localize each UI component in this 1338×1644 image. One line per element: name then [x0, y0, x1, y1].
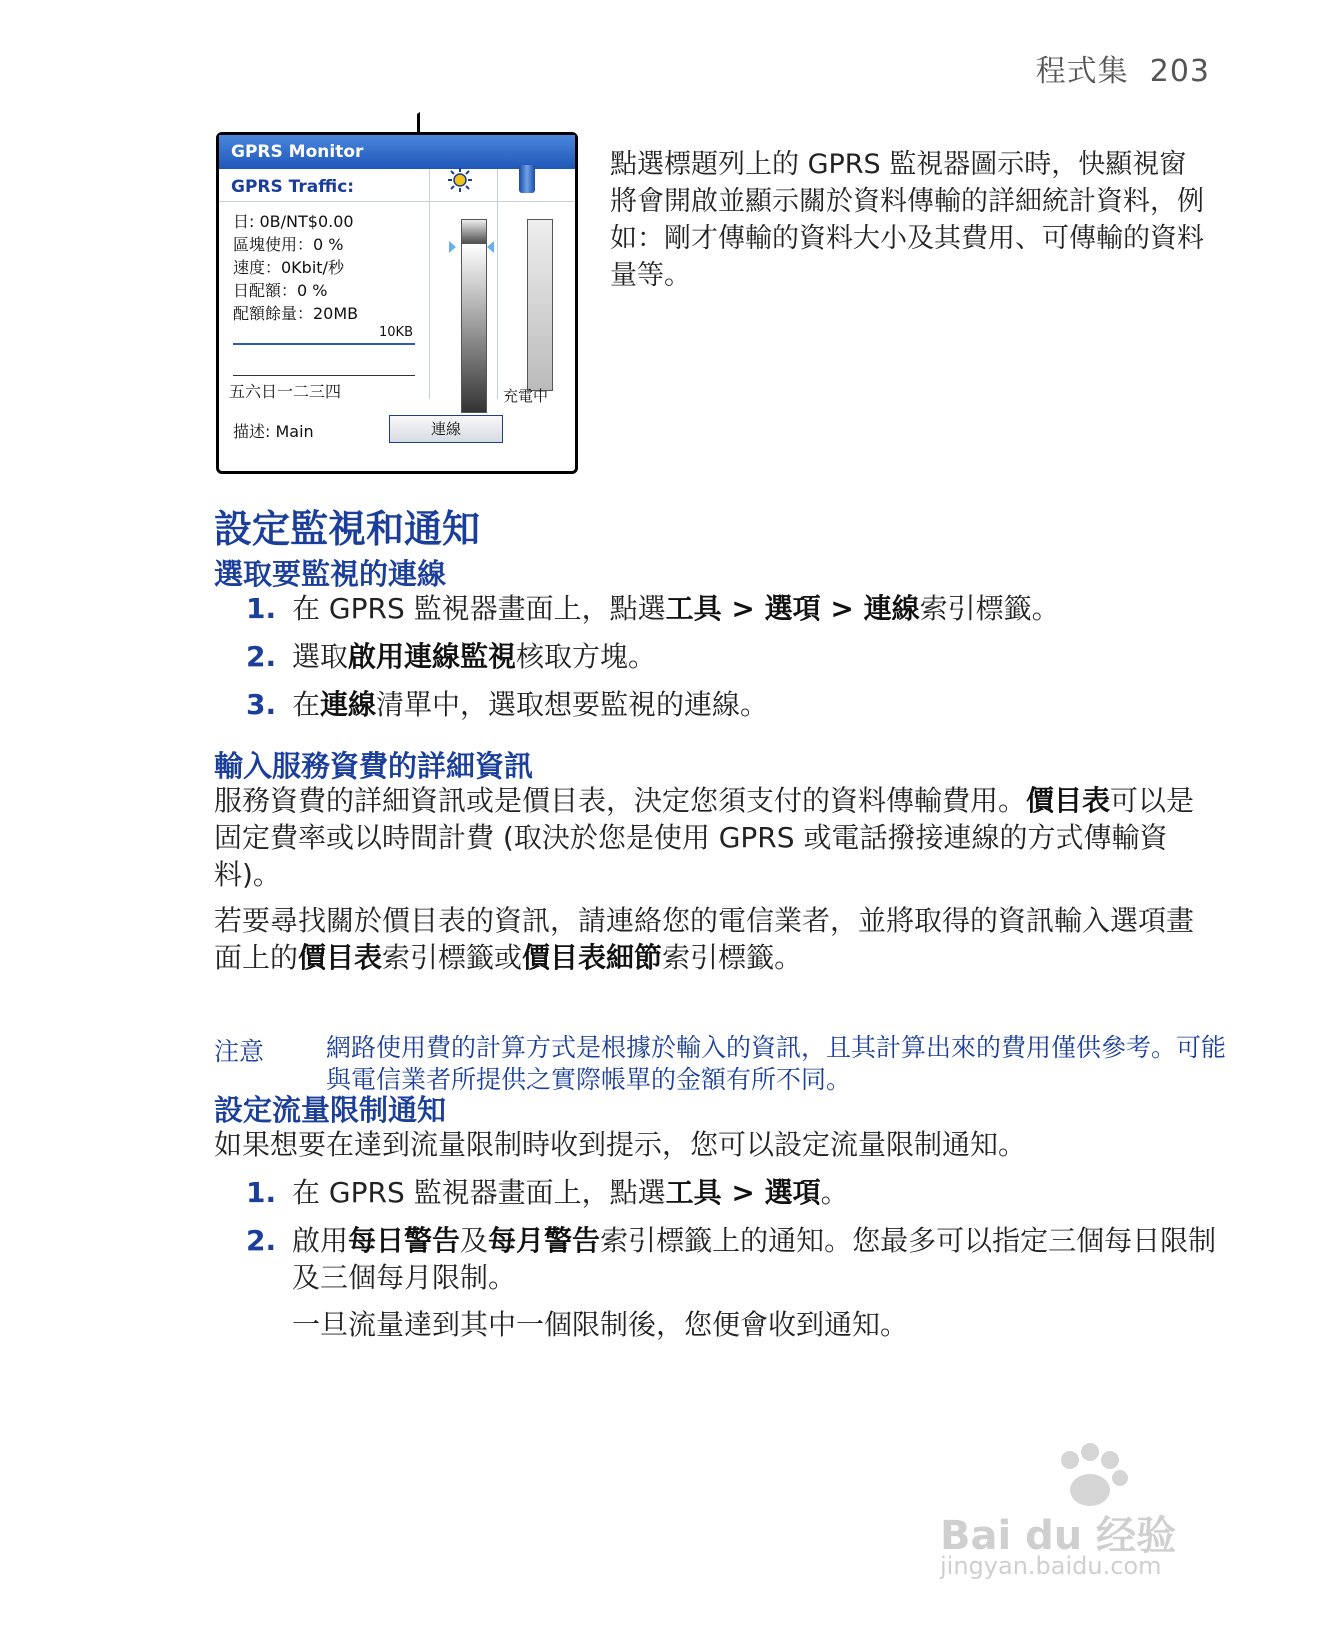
stat-quota: 日配額：0 % [233, 281, 328, 300]
graph-baseline [233, 375, 415, 376]
scale-label: 10KB [379, 325, 413, 340]
gauge-arrow-right-icon [449, 241, 456, 253]
description-label: 描述: Main [233, 422, 314, 441]
pricing-paragraph: 服務資費的詳細資訊或是價目表，決定您須支付的資料傳輸費用。價目表可以是固定費率或以時間計費 (取決於您是使用 GPRS 或電話撥接連線的方式傳輸資料)。 [214, 784, 1195, 891]
page-number: 203 [1149, 54, 1210, 89]
subheading-select-connection: 選取要監視的連線 [214, 557, 447, 591]
battery-icon[interactable] [519, 165, 535, 193]
traffic-label: GPRS Traffic: [231, 177, 355, 197]
column-divider [429, 169, 430, 399]
subheading-pricing: 輸入服務資費的詳細資訊 [214, 749, 534, 783]
row-divider [219, 201, 575, 202]
stat-remaining: 配額餘量：20MB [233, 304, 359, 323]
section-name: 程式集 [1035, 54, 1129, 89]
note-label: 注意 [214, 1037, 265, 1066]
column-divider [497, 169, 498, 399]
step-number: 1. [246, 592, 277, 625]
section-heading: 設定監視和通知 [214, 507, 481, 551]
watermark-url: jingyan.baidu.com [940, 1552, 1162, 1580]
pricing-lookup-paragraph: 若要尋找關於價目表的資訊，請連絡您的電信業者，並將取得的資訊輸入選項畫面上的價目表索引標籤或價目表細節索引標籤。 [214, 904, 1195, 974]
step-number: 2. [246, 640, 277, 673]
subheading-limit-notification: 設定流量限制通知 [214, 1093, 447, 1127]
gauge-knob[interactable] [461, 219, 487, 243]
weekday-axis: 五六日一二三四 [229, 382, 342, 401]
charging-label: 充電中 [503, 387, 549, 405]
intro-paragraph: 點選標題列上的 GPRS 監視器圖示時，快顯視窗將會開啟並顯示關於資料傳輸的詳細統計資料，例如：剛才傳輸的資料大小及其費用、可傳輸的資料量等。 [610, 149, 1204, 291]
list-item: 2. 啟用每日警告及每月警告索引標籤上的通知。您最多可以指定三個每日限制及三個每月限制。 [246, 1224, 1217, 1294]
connect-button[interactable]: 連線 [389, 415, 503, 443]
list-item: 2. 選取啟用連線監視核取方塊。 [246, 640, 657, 673]
stat-speed: 速度：0Kbit/秒 [233, 258, 344, 277]
step-number: 2. [246, 1224, 277, 1257]
limit-intro: 如果想要在達到流量限制時收到提示，您可以設定流量限制通知。 [214, 1128, 1027, 1161]
sun-icon[interactable] [447, 167, 473, 193]
battery-gauge [527, 219, 553, 391]
page-header [1036, 46, 1210, 90]
gprs-monitor-popup [216, 132, 578, 474]
signal-gauge [461, 243, 487, 413]
baidu-watermark [940, 1432, 1240, 1582]
list-item: 1. 在 GPRS 監視器畫面上，點選工具 > 選項 > 連線索引標籤。 [246, 592, 1060, 625]
stat-daily: 日: 0B/NT$0.00 [233, 212, 354, 231]
list-item: 3. 在連線清單中，選取想要監視的連線。 [246, 688, 769, 721]
watermark-brand: Bai du 经验 [940, 1513, 1177, 1559]
popup-title: GPRS Monitor [219, 135, 575, 169]
list-item: 1. 在 GPRS 監視器畫面上，點選工具 > 選項。 [246, 1176, 849, 1209]
step-number: 3. [246, 688, 277, 721]
step-number: 1. [246, 1176, 277, 1209]
stat-block: 區塊使用：0 % [233, 235, 344, 254]
note-text: 網路使用費的計算方式是根據於輸入的資訊，且其計算出來的費用僅供參考。可能與電信業者所提供之實際帳單的金額有所不同。 [326, 1033, 1227, 1094]
gauge-arrow-left-icon [487, 241, 494, 253]
scale-line [233, 343, 415, 345]
